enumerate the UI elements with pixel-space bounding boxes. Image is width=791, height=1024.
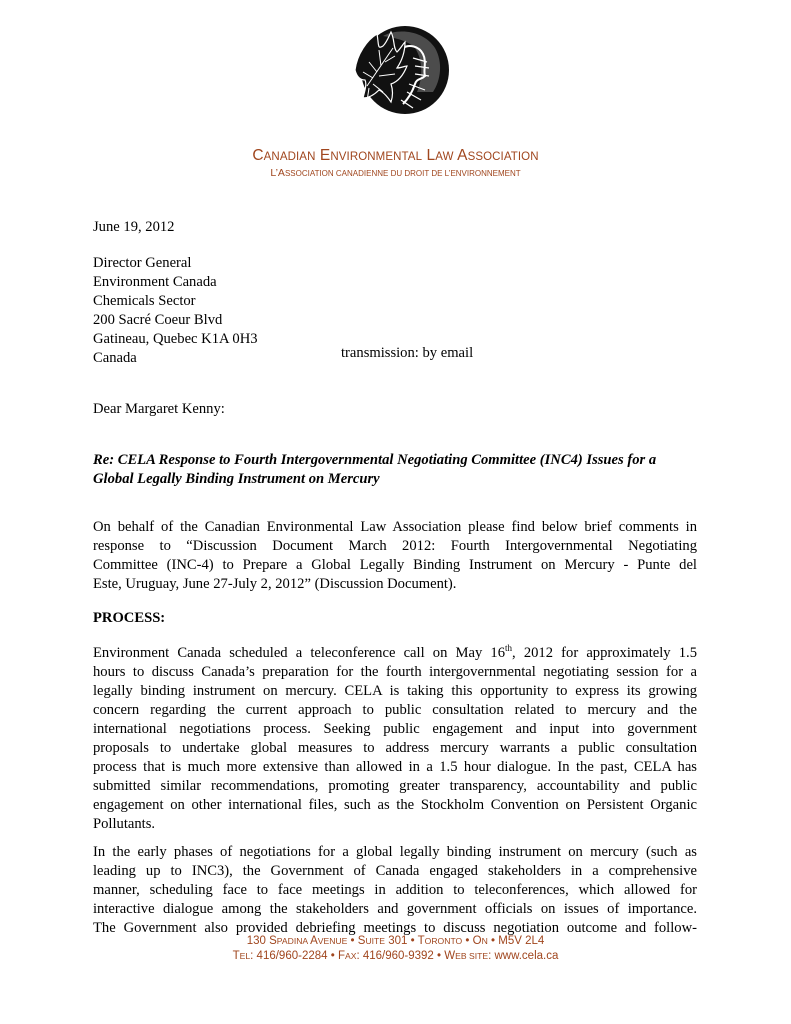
- paragraph-line: interactive dialogue among the stakeholders and government officials on issues of importance.: [93, 901, 697, 917]
- paragraph-line: The Government also provided debriefing meetings to discuss negotiation outcome and follow-: [93, 920, 697, 936]
- footer-text: A: [310, 935, 318, 947]
- footer-website-link[interactable]: : www.cela.ca: [488, 950, 559, 962]
- footer-text: UITE: [365, 936, 386, 946]
- footer-fax: : 416/960-9392: [356, 950, 434, 962]
- footer-text: T: [232, 950, 240, 962]
- footer-text: N: [481, 936, 488, 946]
- cela-logo-icon: [343, 18, 455, 126]
- org-name-word: AW: [435, 151, 454, 163]
- footer-text: T: [417, 935, 425, 947]
- paragraph-line: Committee (INC-4) to Prepare a Global Legally Binding Instrument on Mercury - Punte del: [93, 557, 697, 573]
- org-name-word: ANADIAN: [263, 151, 316, 163]
- footer-text: 301: [385, 935, 408, 947]
- organization-name-english: [0, 147, 791, 165]
- organization-name-french: [0, 167, 791, 179]
- recipient-line: Environment Canada: [93, 274, 217, 290]
- footer-text: VENUE: [317, 936, 348, 946]
- footer-separator: •: [487, 935, 499, 947]
- paragraph-line: legally binding instrument on mercury. CELA is taking this opportunity to express its growing: [93, 683, 697, 699]
- transmission-method: transmission: by email: [341, 345, 474, 361]
- paragraph-early-phases: [93, 843, 697, 938]
- section-heading-process: PROCESS:: [93, 610, 166, 626]
- paragraph-line: leading up to INC3), the Government of Canada engaged stakeholders in a comprehensive: [93, 863, 697, 879]
- recipient-address: [93, 254, 258, 368]
- paragraph-line: On behalf of the Canadian Environmental Law Association please find below brief comments in: [93, 519, 697, 535]
- paragraph-line: manner, scheduling face to face meetings in addition to teleconferences, which allowed for: [93, 882, 697, 898]
- paragraph-line: submitted similar recommendations, promoting greater transparency, accountability and public: [93, 778, 697, 794]
- recipient-line: Chemicals Sector: [93, 293, 196, 309]
- footer-text: EB SITE: [455, 951, 489, 961]
- paragraph-line: engagement on other international files, such as the Stockholm Convention on Persistent Organic: [93, 797, 697, 813]
- paragraph-line: In the early phases of negotiations for a global legally binding instrument on mercury (such as: [93, 844, 697, 860]
- footer-separator: •: [347, 935, 358, 947]
- superscript: th: [505, 643, 513, 654]
- footer-contact: [0, 950, 791, 962]
- footer-text: S: [357, 935, 366, 947]
- paragraph-line: Pollutants.: [93, 816, 156, 832]
- recipient-line: Canada: [93, 350, 137, 366]
- footer-text: S: [269, 935, 277, 947]
- org-name-fr-rest: SSOCIATION CANADIENNE DU DROIT DE L’ENVIRONNEMENT: [284, 169, 521, 178]
- subject-line: Re: CELA Response to Fourth Intergovernmental Negotiating Committee (INC4) Issues for a Global Legally Binding Instrument on Mercury: [93, 452, 657, 487]
- footer-separator: •: [407, 935, 418, 947]
- footer-text: 130: [246, 935, 270, 947]
- footer-text: PADINA: [276, 936, 311, 946]
- org-name-word: NVIRONMENTAL: [330, 151, 423, 163]
- text-run: Environment Canada scheduled a teleconference call on May 16: [93, 645, 506, 661]
- footer-telephone: : 416/960-2284: [250, 950, 328, 962]
- paragraph-line: hours to discuss Canada’s preparation for the fourth intergovernmental negotiating session for a: [93, 664, 697, 680]
- footer-separator: •: [327, 950, 338, 962]
- paragraph-line: proposals to undertake global measures to address mercury warrants a public consultation: [93, 740, 697, 756]
- paragraph-line: international negotiations process. Seeking public engagement and input into government: [93, 721, 697, 737]
- org-name-word: A: [457, 147, 468, 164]
- footer-text: F: [337, 950, 345, 962]
- salutation: Dear Margaret Kenny:: [93, 401, 225, 417]
- org-name-word: SSOCIATION: [467, 151, 539, 163]
- text-run: , 2012 for approximately 1.5: [512, 645, 697, 661]
- footer-text: W: [444, 950, 456, 962]
- footer-postal-code: M5V 2L4: [498, 935, 545, 947]
- footer-text: AX: [344, 951, 357, 961]
- paragraph-line: response to “Discussion Document March 2012: Fourth Intergovernmental Negotiating: [93, 538, 697, 554]
- footer-address: [0, 935, 791, 947]
- paragraph-intro: [93, 518, 697, 594]
- recipient-line: Gatineau, Quebec K1A 0H3: [93, 331, 258, 347]
- org-name-word: E: [319, 147, 331, 164]
- paragraph-line: concern regarding the current approach to public consultation related to mercury and the: [93, 702, 697, 718]
- org-name-fr-cap: L’A: [270, 167, 285, 179]
- footer-text: ORONTO: [424, 936, 463, 946]
- footer-text: O: [472, 935, 482, 947]
- letter-date: June 19, 2012: [93, 219, 175, 235]
- paragraph-line: process that is much more extensive than allowed in a 1.5 hour dialogue. In the past, CELA has: [93, 759, 697, 775]
- org-name-word: C: [252, 147, 264, 164]
- footer-separator: •: [433, 950, 445, 962]
- recipient-line: 200 Sacré Coeur Blvd: [93, 312, 223, 328]
- paragraph-line: [93, 644, 697, 663]
- org-name-word: L: [426, 147, 436, 164]
- recipient-line: Director General: [93, 255, 192, 271]
- paragraph-line: Este, Uruguay, June 27-July 2, 2012” (Discussion Document).: [93, 576, 457, 592]
- footer-separator: •: [462, 935, 473, 947]
- paragraph-process: [93, 644, 697, 834]
- footer-text: EL: [239, 951, 251, 961]
